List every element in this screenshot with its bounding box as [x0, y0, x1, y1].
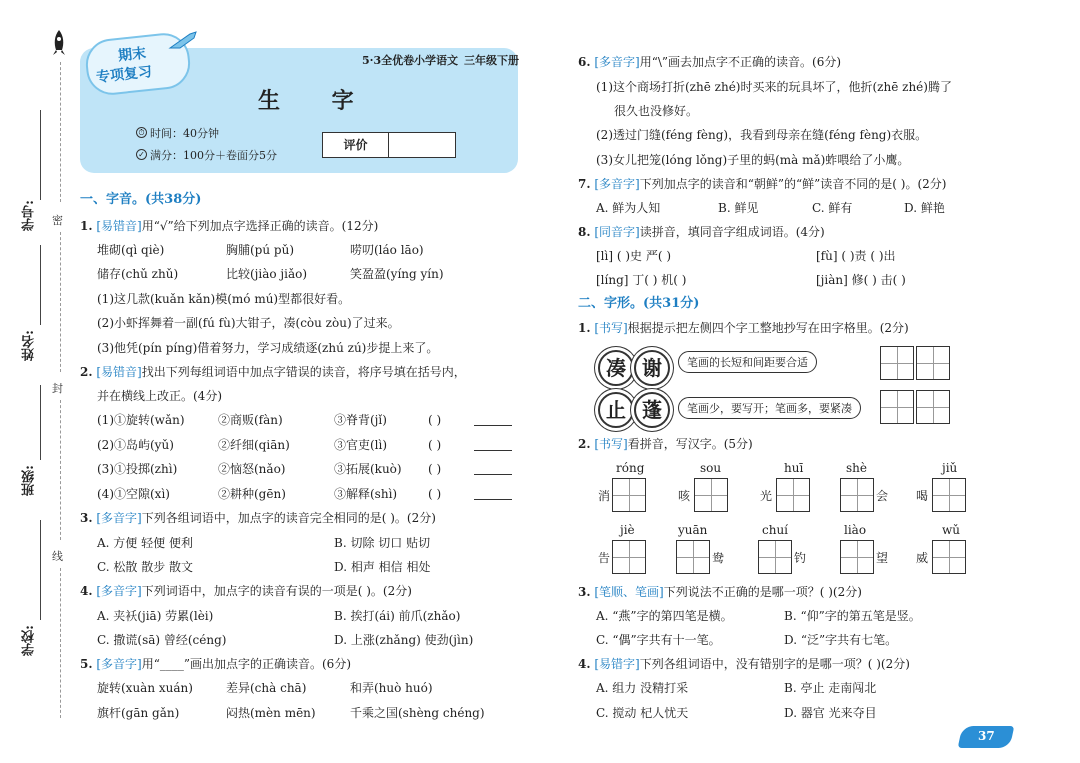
q5-tag: [多音字] [96, 657, 142, 671]
q2-item: ②商贩(fàn) [218, 413, 283, 427]
q5-word[interactable]: 和弄(huò huó) [350, 681, 433, 695]
q4-stem [80, 583, 412, 599]
q1-word[interactable]: 比较(jiào jiǎo) [226, 267, 308, 281]
w2-text: 看拼音，写汉字。(5分) [627, 437, 753, 451]
q4-option-b[interactable]: B. 挨打(ái) 前爪(zhǎo) [334, 609, 461, 623]
clock-icon: ⏱ [136, 127, 147, 138]
q3-text: 下列各组词语中，加点字的读音完全相同的是( )。(2分) [141, 511, 436, 525]
w1-text: 根据提示把左侧四个字工整地抄写在田字格里。(2分) [627, 321, 909, 335]
w4-option-b[interactable]: B. 亭止 走南闯北 [784, 681, 877, 695]
w3-option-d[interactable]: D. “泛”字共有七笔。 [784, 633, 898, 647]
seal-line-bottom [60, 568, 61, 718]
w4-option-d[interactable]: D. 器官 光来夺目 [784, 706, 877, 720]
q1-stem [80, 218, 378, 234]
q6-sentence[interactable]: (3)女儿把笼(lóng lǒng)子里的蚂(mà mǎ)蚱喂给了小鹰。 [596, 153, 910, 167]
badge-line1: 期末 [117, 45, 147, 65]
model-char: 止 [598, 392, 634, 428]
q6-sentence[interactable]: (1)这个商场打折(zhē zhé)时买来的玩具坏了，他折(zhē zhé)腾了 [596, 80, 952, 94]
name-field[interactable] [40, 245, 41, 325]
q2-correction-line[interactable] [474, 488, 512, 500]
q2-item: ③解释(shì) [334, 487, 398, 501]
q2-item: (4)①空隙(xì) [97, 487, 170, 501]
full-score: 满分：100分＋卷面分5分 [150, 149, 277, 162]
given-char: 钓 [794, 551, 807, 565]
q1-sentence[interactable]: (3)他凭(pín píng)借着努力，学习成绩逐(zhú zú)步提上来了。 [97, 341, 439, 355]
w3-option-a[interactable]: A. “燕”字的第四笔是横。 [596, 609, 733, 623]
writing-grid[interactable] [932, 478, 966, 512]
given-char: 威 [916, 551, 929, 565]
q8-item[interactable]: [lì] ( )史 严( ) [596, 249, 672, 263]
page-title: 生 字 [258, 88, 376, 114]
q8-text: 读拼音，填同音字组成词语。(4分) [639, 225, 825, 239]
writing-grid[interactable] [916, 346, 950, 380]
q1-sentence[interactable]: (1)这几款(kuǎn kǎn)模(mó mú)型都很好看。 [97, 292, 351, 306]
given-char: 鸯 [712, 551, 725, 565]
badge-rocket-icon [168, 30, 198, 50]
w3-num: 3. [578, 585, 591, 599]
q7-option-d[interactable]: D. 鲜艳 [904, 201, 945, 215]
writing-tip: 笔画少，要写开；笔画多，要紧凑 [678, 397, 861, 419]
q1-num: 1. [80, 219, 93, 233]
q2-text: 找出下列每组词语中加点字错误的读音，将序号填在括号内， [141, 365, 466, 379]
q5-text: 用“____”画出加点字的正确读音。(6分) [141, 657, 352, 671]
writing-grid[interactable] [612, 540, 646, 574]
q1-text: 用“√”给下列加点字选择正确的读音。(12分) [141, 219, 379, 233]
q2-item: (2)①岛屿(yǔ) [97, 438, 174, 452]
school-field[interactable] [40, 520, 41, 620]
q6-sentence-cont: 很久也没修好。 [614, 104, 699, 118]
seal-mark-xian: 线 [52, 550, 63, 563]
writing-grid[interactable] [880, 346, 914, 380]
given-char: 消 [598, 489, 611, 503]
writing-grid[interactable] [880, 390, 914, 424]
q8-num: 8. [578, 225, 591, 239]
q1-word[interactable]: 胸脯(pú pǔ) [226, 243, 294, 257]
given-char: 喝 [916, 489, 929, 503]
q1-word[interactable]: 笑盈盈(yíng yín) [350, 267, 444, 281]
q2-answer-paren[interactable]: ( ) [428, 462, 442, 476]
q7-option-a[interactable]: A. 鲜为人知 [596, 201, 661, 215]
q7-text: 下列加点字的读音和“朝鲜”的“鲜”读音不同的是( )。(2分) [639, 177, 947, 191]
writing-grid[interactable] [840, 540, 874, 574]
q3-tag: [多音字] [96, 511, 142, 525]
w2-tag: [书写] [594, 437, 628, 451]
q8-item[interactable]: [jiàn] 修( ) 击( ) [816, 273, 906, 287]
pinyin: chuí [762, 523, 789, 537]
seal-line-mid2 [60, 400, 61, 540]
q2-item: ③拓展(kuò) [334, 462, 402, 476]
w2-num: 2. [578, 437, 591, 451]
pinyin: liào [844, 523, 867, 537]
q2-item: ②纤细(qiān) [218, 438, 290, 452]
w1-tag: [书写] [594, 321, 628, 335]
q2-tag: [易错音] [96, 365, 142, 379]
pinyin: huī [784, 461, 804, 475]
q1-word[interactable]: 唠叨(láo lāo) [350, 243, 424, 257]
q8-item[interactable]: [líng] 丁( ) 机( ) [596, 273, 687, 287]
q6-tag: [多音字] [594, 55, 640, 69]
q1-sentence[interactable]: (2)小虾挥舞着一副(fú fù)大钳子，凑(còu zòu)了过来。 [97, 316, 400, 330]
w3-stem [578, 584, 862, 600]
class-label: 班级: [22, 465, 37, 496]
w4-num: 4. [578, 657, 591, 671]
w4-stem [578, 656, 910, 672]
q4-option-c[interactable]: C. 撒谎(sā) 曾经(céng) [97, 633, 227, 647]
writing-tip: 笔画的长短和间距要合适 [678, 351, 817, 373]
seal-line-top [60, 62, 61, 202]
q3-stem [80, 510, 436, 526]
rocket-icon [52, 30, 66, 56]
q6-sentence[interactable]: (2)透过门缝(féng fèng)，我看到母亲在缝(féng fèng)衣服。 [596, 128, 928, 142]
given-char: 望 [876, 551, 889, 565]
writing-grid[interactable] [612, 478, 646, 512]
writing-grid[interactable] [932, 540, 966, 574]
binding-strip [0, 0, 70, 763]
w3-option-c[interactable]: C. “偶”字共有十一笔。 [596, 633, 721, 647]
w1-num: 1. [578, 321, 591, 335]
time-limit: 时间：40分钟 [150, 127, 219, 140]
q2-stem [80, 364, 466, 380]
q2-answer-paren[interactable]: ( ) [428, 438, 442, 452]
page-number: 37 [978, 729, 995, 743]
eval-box [322, 132, 456, 158]
seal-mark-feng: 封 [52, 382, 63, 395]
q7-num: 7. [578, 177, 591, 191]
writing-grid[interactable] [694, 478, 728, 512]
q5-word[interactable]: 千乘之国(shèng chéng) [350, 706, 485, 720]
q1-word[interactable]: 堆砌(qì qiè) [97, 243, 165, 257]
q1-word[interactable]: 储存(chǔ zhǔ) [97, 267, 179, 281]
q4-option-d[interactable]: D. 上涨(zhǎng) 使劲(jìn) [334, 633, 474, 647]
pinyin: yuān [678, 523, 708, 537]
model-char: 谢 [634, 350, 670, 386]
q1-tag: [易错音] [96, 219, 142, 233]
q3-option-a[interactable]: A. 方便 轻便 便利 [97, 536, 193, 550]
writing-grid[interactable] [916, 390, 950, 424]
w2-stem [578, 436, 753, 452]
writing-grid[interactable] [840, 478, 874, 512]
w3-tag: [笔顺、笔画] [594, 585, 664, 599]
w4-option-a[interactable]: A. 组力 没精打采 [596, 681, 689, 695]
pinyin: róng [616, 461, 645, 475]
q3-option-c[interactable]: C. 松散 散步 散文 [97, 560, 194, 574]
given-char: 咳 [678, 489, 691, 503]
subject-label: 小学语文 [414, 54, 458, 67]
q2-item: ③脊背(jǐ) [334, 413, 387, 427]
writing-grid[interactable] [758, 540, 792, 574]
q5-word[interactable]: 旗杆(gān gǎn) [97, 706, 180, 720]
q2-item: ②恼怒(nǎo) [218, 462, 286, 476]
pinyin: shè [846, 461, 867, 475]
q3-option-b[interactable]: B. 切除 切口 贴切 [334, 536, 431, 550]
section-1-title: 一、字音。(共38分) [80, 192, 202, 207]
student-id-label: 学号: [22, 200, 37, 231]
q2-item: (1)①旋转(wǎn) [97, 413, 185, 427]
q4-tag: [多音字] [96, 584, 142, 598]
q3-num: 3. [80, 511, 93, 525]
given-char: 会 [876, 489, 889, 503]
pinyin: jiè [620, 523, 635, 537]
model-char: 凑 [598, 350, 634, 386]
model-char: 蓬 [634, 392, 670, 428]
q5-stem [80, 656, 351, 672]
given-char: 告 [598, 551, 611, 565]
q2-answer-paren[interactable]: ( ) [428, 413, 442, 427]
q2-answer-paren[interactable]: ( ) [428, 487, 442, 501]
q2-text-cont: 并在横线上改正。(4分) [97, 389, 222, 403]
w3-text: 下列说法不正确的是哪一项？( )(2分) [663, 585, 862, 599]
w1-stem [578, 320, 909, 336]
q7-stem [578, 176, 946, 192]
q8-tag: [同音字] [594, 225, 640, 239]
pinyin: wǔ [942, 523, 960, 537]
grade-label: 三年级下册 [464, 54, 519, 67]
q6-num: 6. [578, 55, 591, 69]
q2-item: ②耕种(gēn) [218, 487, 286, 501]
class-field[interactable] [40, 385, 41, 460]
q7-tag: [多音字] [594, 177, 640, 191]
q4-text: 下列词语中，加点字的读音有误的一项是( )。(2分) [141, 584, 412, 598]
q6-text: 用“\”画去加点字不正确的读音。(6分) [639, 55, 842, 69]
q3-option-d[interactable]: D. 相声 相信 相处 [334, 560, 431, 574]
q2-correction-line[interactable] [474, 439, 512, 451]
section-2-title: 二、字形。(共31分) [578, 296, 700, 311]
w3-option-b[interactable]: B. “仰”字的第五笔是竖。 [784, 609, 921, 623]
pinyin: jiǔ [942, 461, 958, 475]
q2-correction-line[interactable] [474, 414, 512, 426]
writing-grid[interactable] [776, 478, 810, 512]
student-id-field[interactable] [40, 110, 41, 200]
q5-word[interactable]: 差异(chà chā) [226, 681, 307, 695]
q6-stem [578, 54, 841, 70]
q2-item: ③官吏(lì) [334, 438, 388, 452]
eval-value[interactable] [389, 133, 455, 157]
badge-line2: 专项复习 [95, 64, 153, 86]
series-label: 5·3全优卷 [362, 54, 415, 67]
q8-item[interactable]: [fù] ( )责 ( )出 [816, 249, 896, 263]
eval-label: 评价 [323, 133, 389, 157]
q8-stem [578, 224, 825, 240]
pinyin: sou [700, 461, 722, 475]
w4-option-c[interactable]: C. 搅动 杞人忧天 [596, 706, 689, 720]
q7-option-c[interactable]: C. 鲜有 [812, 201, 853, 215]
seal-line-mid [60, 232, 61, 372]
q4-option-a[interactable]: A. 夹袄(jiā) 劳累(lèi) [97, 609, 214, 623]
q5-word[interactable]: 旋转(xuàn xuán) [97, 681, 193, 695]
q7-option-b[interactable]: B. 鲜见 [718, 201, 759, 215]
w4-text: 下列各组词语中，没有错别字的是哪一项？( )(2分) [639, 657, 910, 671]
given-char: 光 [760, 489, 773, 503]
q5-word[interactable]: 闷热(mèn mēn) [226, 706, 316, 720]
q5-num: 5. [80, 657, 93, 671]
writing-grid[interactable] [676, 540, 710, 574]
q2-correction-line[interactable] [474, 463, 512, 475]
q2-item: (3)①投掷(zhì) [97, 462, 178, 476]
q4-num: 4. [80, 584, 93, 598]
school-label: 学校: [22, 625, 37, 656]
w4-tag: [易错字] [594, 657, 640, 671]
name-label: 姓名: [22, 330, 37, 361]
check-icon: ✓ [136, 149, 147, 160]
q2-num: 2. [80, 365, 93, 379]
seal-mark-mi: 密 [52, 214, 63, 227]
